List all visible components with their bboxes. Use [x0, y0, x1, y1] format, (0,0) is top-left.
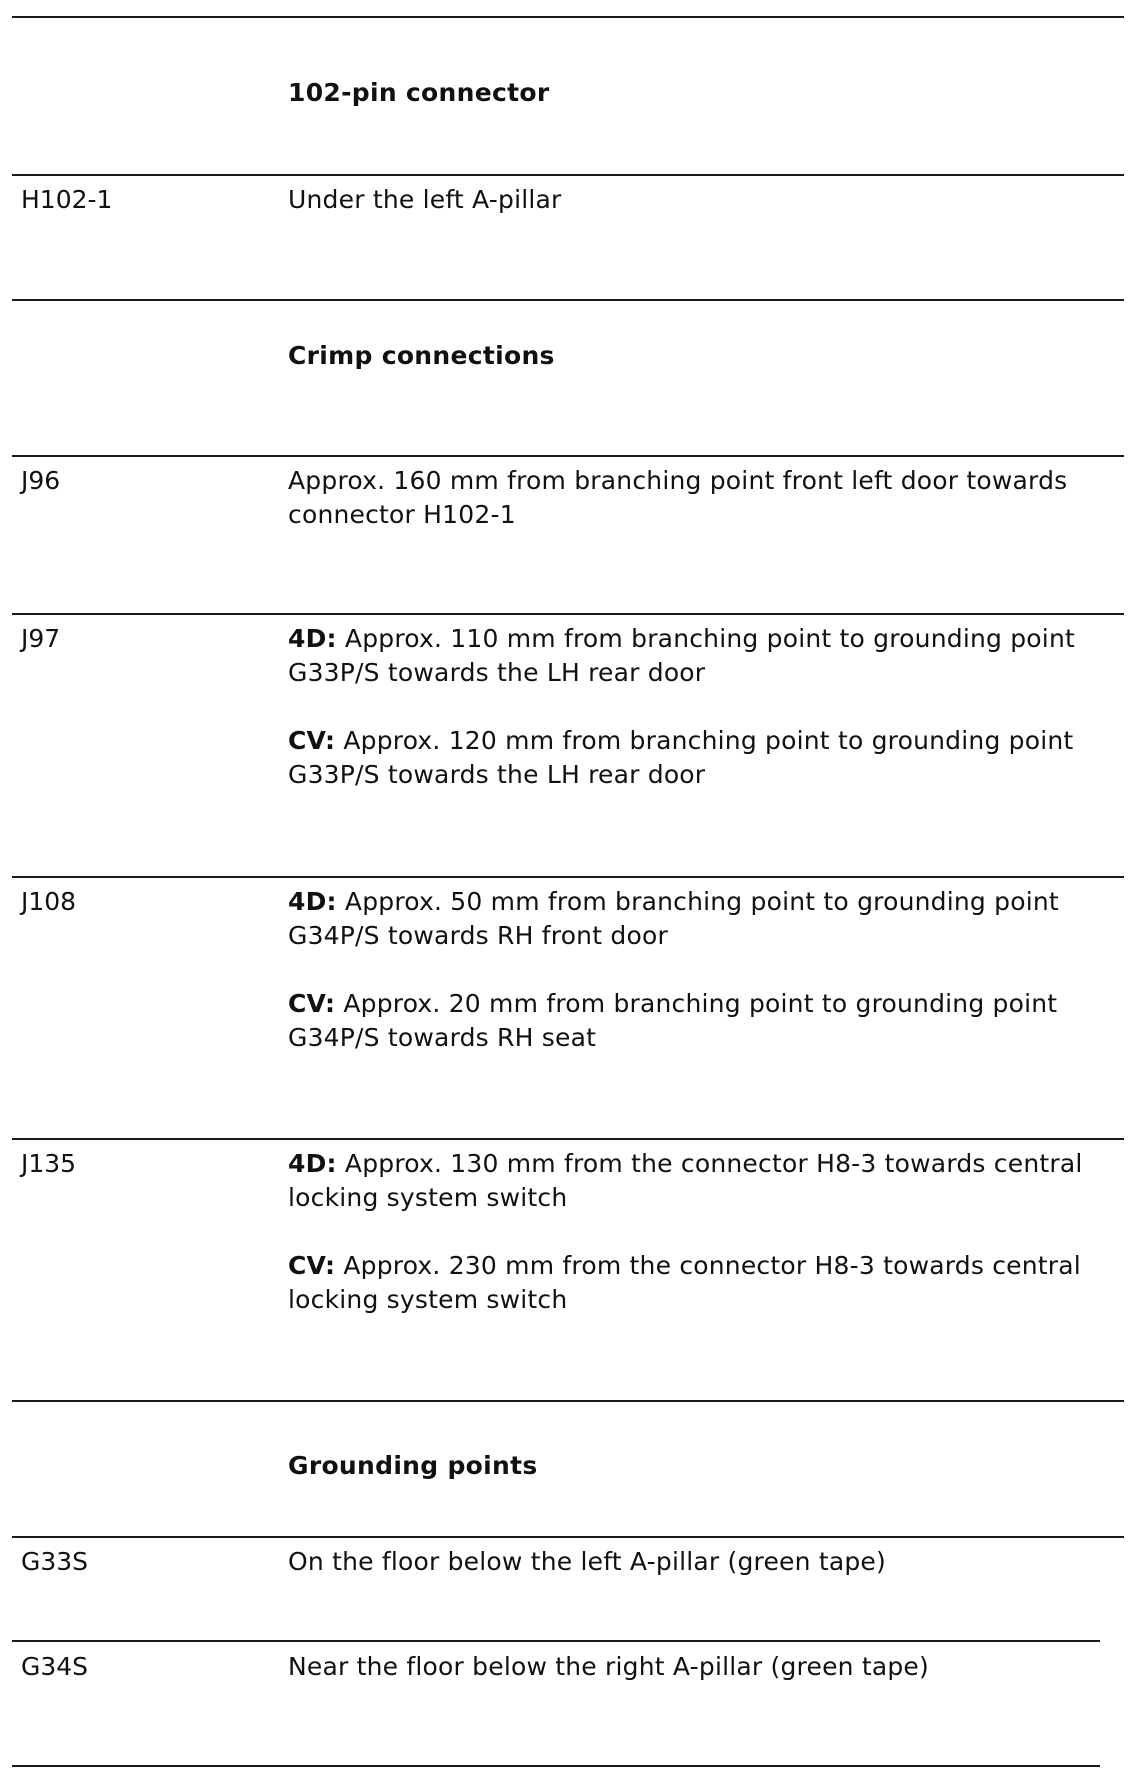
component-code: J97 — [21, 624, 61, 653]
rule-divider — [12, 455, 1124, 457]
rule-divider — [12, 1536, 1124, 1538]
component-code: J108 — [21, 887, 77, 916]
location-text: Under the left A-pillar — [288, 185, 562, 214]
component-code: J96 — [21, 466, 61, 495]
location-paragraph — [288, 1249, 1098, 1317]
location-text: Approx. 120 mm from branching point to grounding point G33P/S towards the LH rear door — [288, 726, 1074, 789]
location-text: Approx. 230 mm from the connector H8-3 towards central locking system switch — [288, 1251, 1081, 1314]
variant-tag: 4D: — [288, 1149, 337, 1178]
location-text: Near the floor below the right A-pillar (green tape) — [288, 1652, 929, 1681]
component-code: G34S — [21, 1652, 89, 1681]
component-location — [288, 622, 1098, 792]
variant-tag: CV: — [288, 726, 336, 755]
component-location — [288, 885, 1098, 1055]
location-text: Approx. 110 mm from branching point to grounding point G33P/S towards the LH rear door — [288, 624, 1075, 687]
location-text: Approx. 160 mm from branching point front left door towards connector H102-1 — [288, 466, 1068, 529]
location-paragraph — [288, 622, 1098, 690]
location-paragraph — [288, 1650, 1098, 1684]
component-location — [288, 464, 1098, 532]
rule-top — [12, 16, 1124, 18]
component-location — [288, 1650, 1098, 1684]
location-paragraph — [288, 464, 1098, 532]
rule-divider — [12, 876, 1124, 878]
location-text: Approx. 130 mm from the connector H8-3 towards central locking system switch — [288, 1149, 1083, 1212]
component-code: G33S — [21, 1547, 89, 1576]
location-paragraph — [288, 183, 1098, 217]
rule-divider — [12, 613, 1124, 615]
variant-tag: 4D: — [288, 887, 337, 916]
component-location — [288, 1147, 1098, 1317]
location-text: Approx. 50 mm from branching point to grounding point G34P/S towards RH front door — [288, 887, 1059, 950]
location-paragraph — [288, 885, 1098, 953]
component-location — [288, 1545, 1098, 1579]
component-location — [288, 183, 1098, 217]
rule-bottom — [12, 1765, 1100, 1767]
location-text: Approx. 20 mm from branching point to grounding point G34P/S towards RH seat — [288, 989, 1058, 1052]
component-code: J135 — [21, 1149, 77, 1178]
location-paragraph — [288, 987, 1098, 1055]
location-paragraph — [288, 1545, 1098, 1579]
location-text: On the floor below the left A-pillar (green tape) — [288, 1547, 886, 1576]
rule-divider — [12, 1400, 1124, 1402]
variant-tag: CV: — [288, 1251, 336, 1280]
rule-divider — [12, 174, 1124, 176]
rule-divider — [12, 1640, 1100, 1642]
location-paragraph — [288, 1147, 1098, 1215]
section-heading: 102-pin connector — [288, 78, 550, 107]
variant-tag: CV: — [288, 989, 336, 1018]
rule-divider — [12, 1138, 1124, 1140]
component-code: H102-1 — [21, 185, 113, 214]
variant-tag: 4D: — [288, 624, 337, 653]
location-paragraph — [288, 724, 1098, 792]
section-heading: Grounding points — [288, 1451, 538, 1480]
rule-divider — [12, 299, 1124, 301]
section-heading: Crimp connections — [288, 341, 555, 370]
